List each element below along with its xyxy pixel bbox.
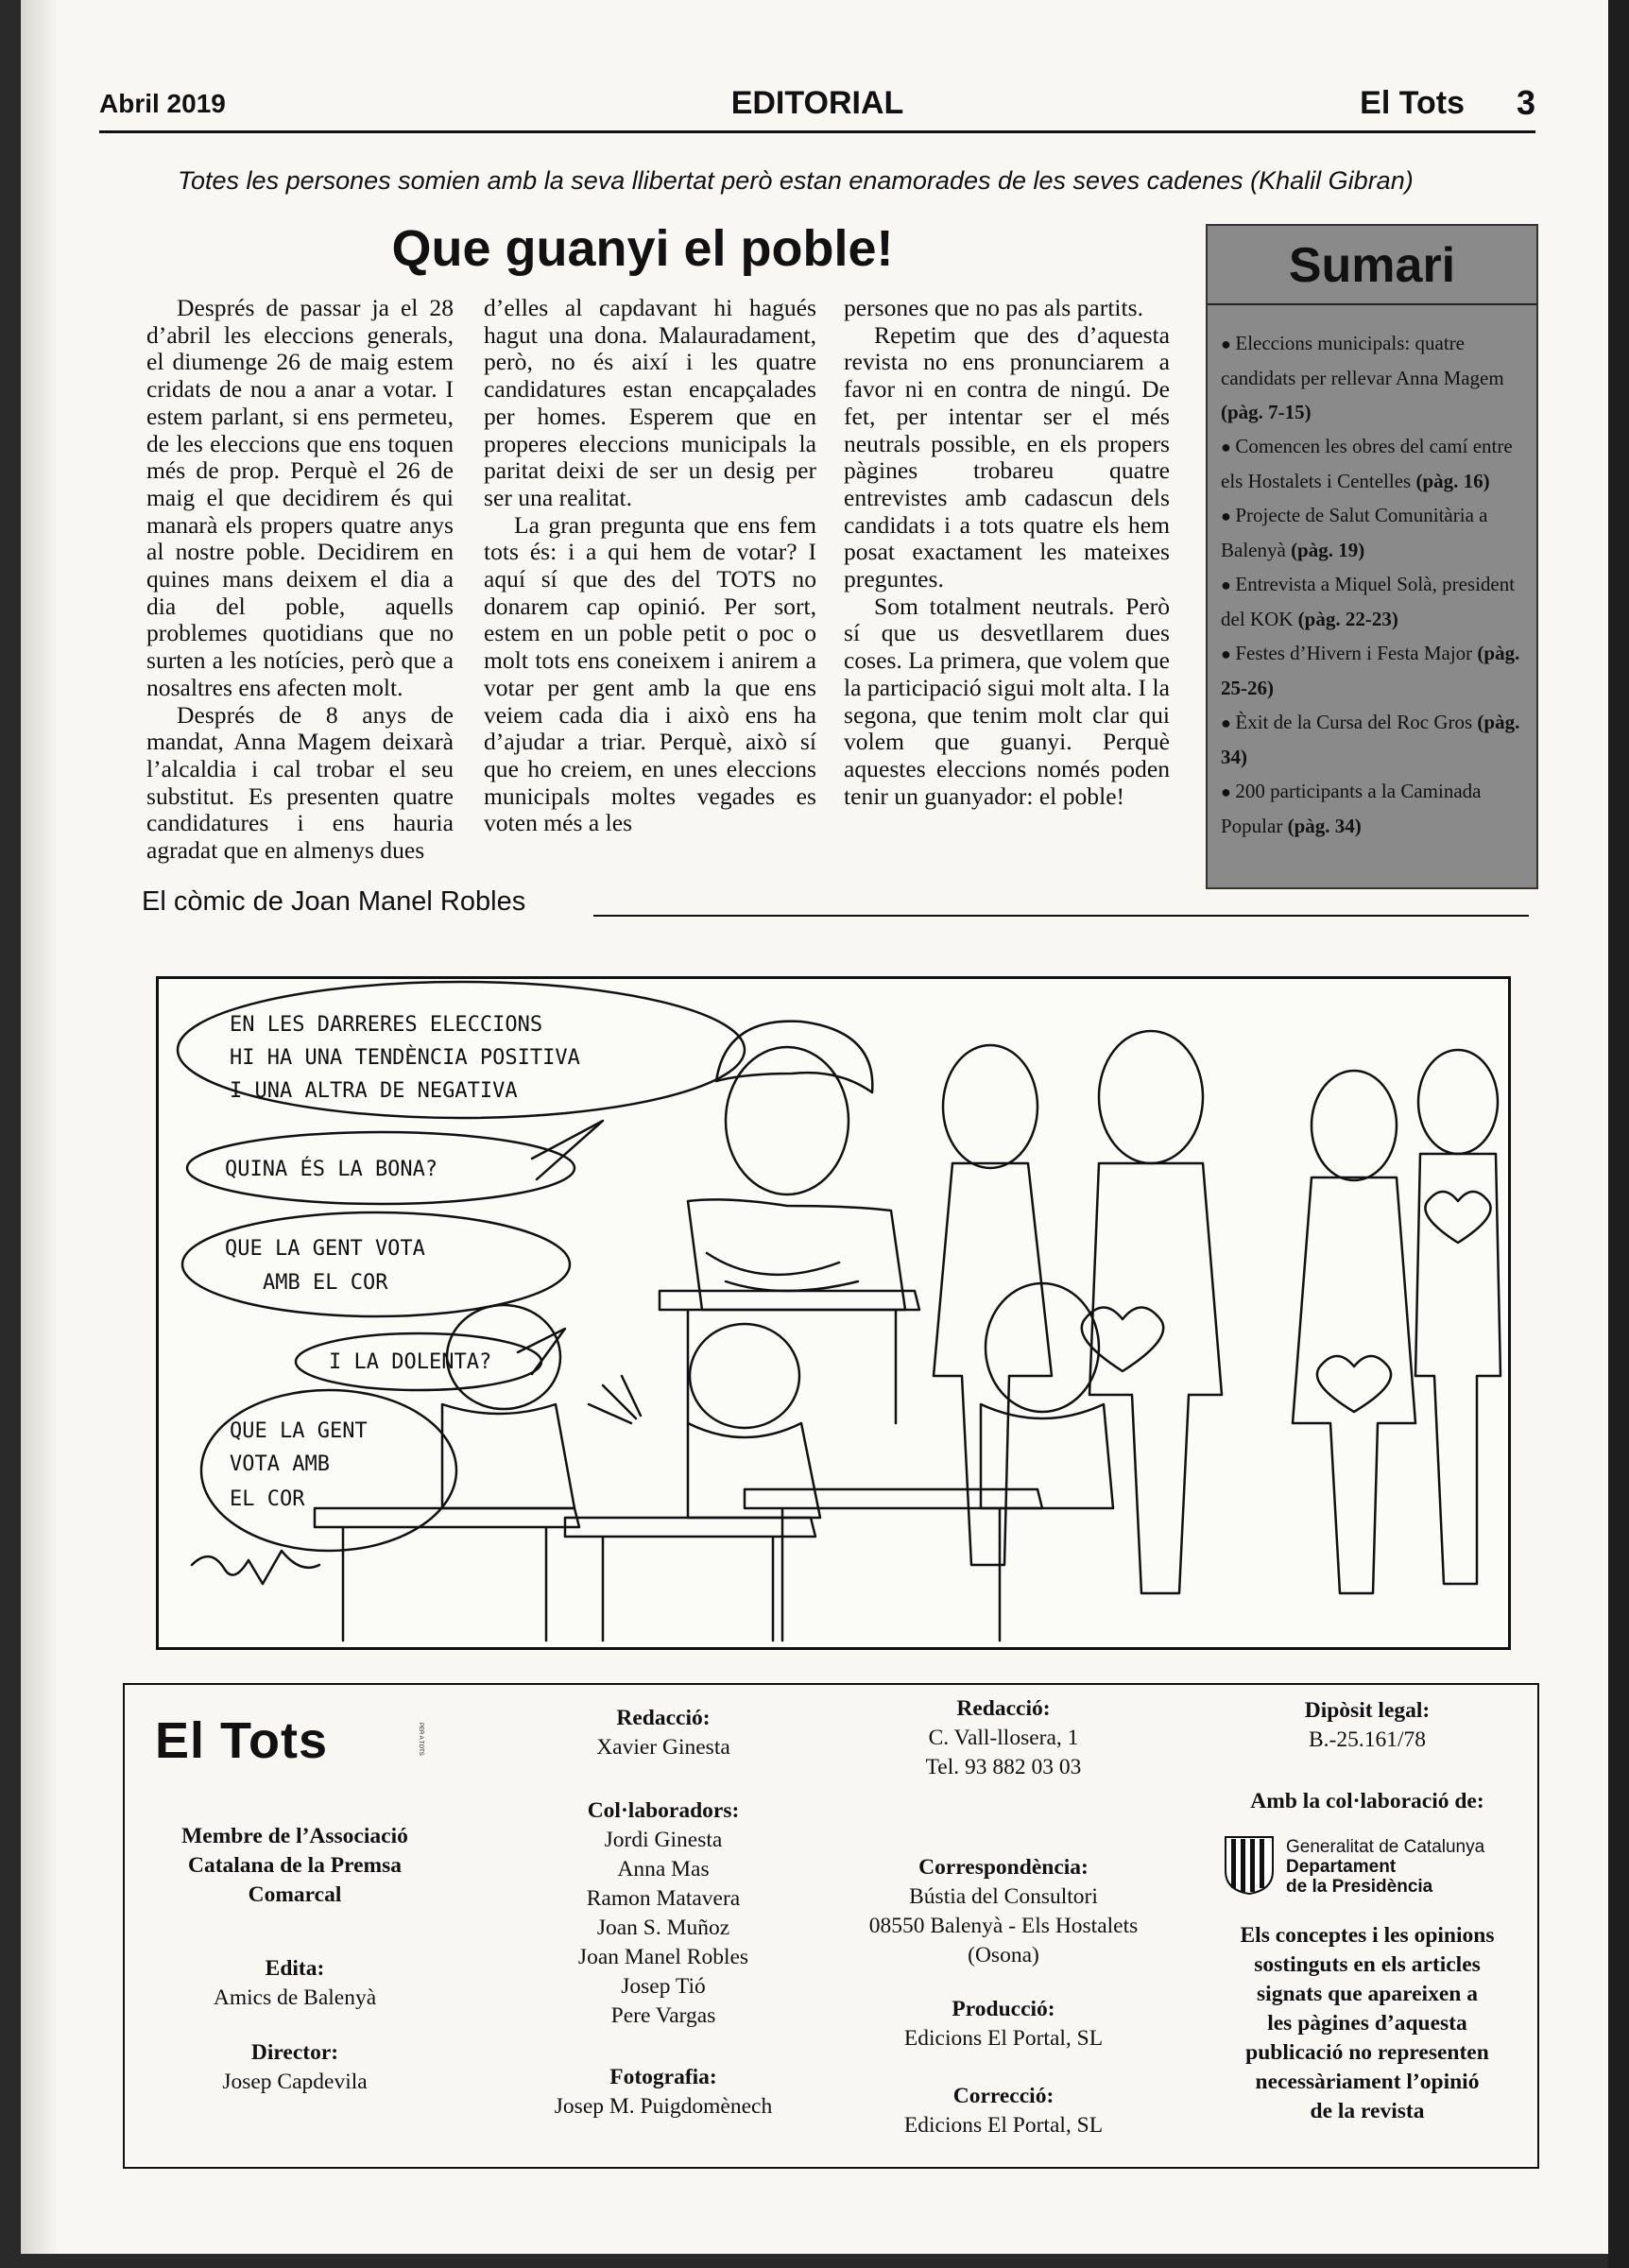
article-column-2 [484, 295, 816, 837]
proofreading-block: Correcció: Edicions El Portal, SL [903, 2084, 1104, 2138]
catalonia-shield-icon [1224, 1835, 1275, 1896]
student-desk [315, 1508, 579, 1641]
bubble-text: I LA DOLENTA? [329, 1350, 492, 1374]
editorial-staff-block: Redacció: Xavier Ginesta [596, 1706, 730, 1760]
heart-icon [1425, 1192, 1490, 1243]
production-block: Producció: Edicions El Portal, SL [903, 1997, 1104, 2051]
article-column-1 [146, 295, 454, 865]
caption-rule [593, 915, 1529, 917]
disclaimer-block: Els conceptes i les opinions sostinguts en els articles signats que apareixen a les pàgines d’aquesta publicació no representen necessàriament l’opinió de la revista [1240, 1923, 1495, 2123]
epigraph-quote: Totes les persones somien amb la seva llibertat però estan enamorades de les seves cadenes (Khalil Gibran) [178, 166, 1414, 195]
bubble-text: AMB EL COR [263, 1271, 388, 1295]
candidate-head [1418, 1050, 1498, 1154]
director-block: Director: Josep Capdevila [222, 2040, 368, 2094]
student-body [442, 1404, 574, 1508]
speech-bubble-tail [518, 1329, 565, 1374]
summary-list [1221, 326, 1525, 843]
bubble-text: EN LES DARRERES ELECCIONS [230, 1013, 543, 1037]
heart-icon [1317, 1356, 1391, 1412]
teacher-body [688, 1199, 905, 1310]
paragraph: Després de passar ja el 28 d’abril les eleccions generals, el diumenge 26 de maig estem cridats de nou a anar a votar. I estem parlant, si ens permeteu, de les eleccions que ens toquen més de prop. Perquè el 26 de maig el que decidirem és qui manarà els propers quatre anys al nostre poble. Decidirem en quines mans deixem el dia a dia del poble, aquells problemes quotidians que no surten a les notícies, però que a nosaltres ens afecten molt. [146, 294, 454, 701]
paragraph: d’elles al capdavant hi hagués hagut una dona. Malauradament, però, no és així i les quatre candidatures estan encapçalades per homes. Esperem que en properes eleccions municipals la paritat deixi de ser un desig per ser una realitat. [484, 294, 816, 511]
legal-deposit-block: Dipòsit legal: B.-25.161/78 [1304, 1698, 1431, 1752]
student-body [981, 1404, 1113, 1508]
publisher-block: Edita: Amics de Balenyà [213, 1956, 377, 2010]
paragraph: Som totalment neutrals. Però sí que us desvetllarem dues coses. La primera, que volem que la participació sigui molt alta. I la segona, que tenim molt clar qui volem que guanyi. Perquè aquestes eleccions només poden tenir un guanyador: el poble! [844, 592, 1170, 810]
candidate-body [934, 1163, 1052, 1565]
summary-page-ref: (pàg. 7-15) [1221, 401, 1312, 423]
summary-item[interactable]: ● Entrevista a Miquel Solà, president del KOK (pàg. 22-23) [1221, 573, 1516, 630]
bullet-icon: ● [1221, 438, 1236, 456]
bullet-icon: ● [1221, 576, 1236, 594]
bullet-icon: ● [1221, 335, 1236, 353]
summary-page-ref: (pàg. 34) [1221, 711, 1520, 768]
summary-title: Sumari [1288, 238, 1456, 293]
student-head [690, 1324, 799, 1428]
bubble-text: QUINA ÉS LA BONA? [225, 1158, 438, 1181]
bubble-text: QUE LA GENT VOTA [225, 1237, 425, 1261]
student-body [688, 1423, 820, 1518]
page-header [99, 81, 1535, 133]
candidate-head [1312, 1071, 1397, 1180]
artist-signature [192, 1551, 319, 1584]
student-desk [565, 1518, 815, 1641]
teacher-arms [707, 1253, 858, 1291]
comic-caption: El còmic de Joan Manel Robles [142, 886, 526, 917]
masthead-box [123, 1683, 1539, 2169]
speech-bubble [182, 1212, 570, 1316]
candidate-body [1293, 1177, 1415, 1593]
page-number: 3 [1516, 83, 1535, 122]
student-hand [589, 1376, 641, 1423]
summary-page-ref: (pàg. 16) [1415, 470, 1490, 492]
publication-logo: El Tots [155, 1712, 329, 1769]
summary-item[interactable]: ● Projecte de Salut Comunitària a Balenyà (pàg. 19) [1221, 504, 1488, 561]
page-edge [1608, 0, 1629, 2268]
bullet-icon: ● [1221, 782, 1236, 801]
article-headline: Que guanyi el poble! [391, 220, 894, 277]
candidate-body [1089, 1163, 1222, 1593]
bullet-icon: ● [1221, 713, 1236, 732]
student-head [986, 1283, 1099, 1412]
paragraph: Després de 8 anys de mandat, Anna Magem deixarà l’alcaldia i cal trobar el seu substitut. Es presenten quatre candidatures i ens hauria agradat que en almenys dues [146, 700, 454, 865]
bubble-text: EL COR [230, 1487, 305, 1511]
summary-box [1206, 224, 1538, 889]
summary-item[interactable]: ● Eleccions municipals: quatre candidats per rellevar Anna Magem (pàg. 7-15) [1221, 332, 1504, 423]
bullet-icon: ● [1221, 644, 1236, 663]
paragraph: Repetim que des d’aquesta revista no ens pronunciarem a favor ni en contra de ningú. De fet, per intentar ser el més neutrals possible, en els propers pàgines trobareu quatre entrevistes amb cadascun dels candidats i a tots quatre els hem posat exactament les mateixes preguntes. [844, 320, 1170, 593]
teacher-cap [716, 1022, 872, 1092]
summary-item[interactable]: ● Festes d’Hivern i Festa Major (pàg. 25-26) [1221, 642, 1520, 699]
speech-bubble-tail [532, 1121, 603, 1179]
publication-name: El Tots [1360, 85, 1465, 121]
bubble-text: HI HA UNA TENDÈNCIA POSITIVA [230, 1046, 580, 1070]
bubble-text: QUE LA GENT [230, 1419, 368, 1443]
summary-item[interactable]: ● Comencen les obres del camí entre els Hostalets i Centelles (pàg. 16) [1221, 435, 1513, 492]
bubble-text: I UNA ALTRA DE NEGATIVA [230, 1079, 518, 1103]
collaboration-label: Amb la col·laboració de: [1250, 1789, 1484, 1813]
membership-block: Membre de l’Associació Catalana de la Premsa Comarcal [181, 1824, 408, 1907]
candidate-head [943, 1045, 1037, 1168]
logo-tagline: PER A TOTS [418, 1723, 423, 1756]
generalitat-logo: Generalitat de Catalunya Departament de la Presidència [1224, 1830, 1526, 1905]
section-title: EDITORIAL [730, 85, 904, 121]
summary-item[interactable]: ● 200 participants a la Caminada Popular (pàg. 34) [1221, 780, 1482, 837]
summary-page-ref: (pàg. 22-23) [1297, 608, 1398, 630]
paragraph: La gran pregunta que ens fem tots és: i a qui hem de votar? I aquí sí que des del TOTS no donarem cap opinió. Per sort, estem en un poble petit o poc o molt tots ens coneixem i anirem a votar per gent amb la que ens veiem cada dia i això ens ha d’ajudar a triar. Perquè, això sí que ho creiem, en unes eleccions municipals moltes vegades es voten més a les [484, 510, 816, 837]
candidate-head [1099, 1031, 1203, 1163]
issue-date: Abril 2019 [99, 89, 226, 118]
heart-icon [1082, 1308, 1163, 1372]
bubble-text: VOTA AMB [230, 1452, 330, 1476]
summary-page-ref: (pàg. 19) [1291, 539, 1365, 561]
contributors-block: Col·laboradors: Jordi Ginesta Anna Mas Ramon Matavera Joan S. Muñoz Joan Manel Robles Josep Tió Pere Vargas [577, 1798, 749, 2028]
paragraph: persones que no pas als partits. [844, 294, 1144, 321]
comic-drawing [159, 979, 1508, 1647]
comic-strip [156, 976, 1511, 1650]
summary-item[interactable]: ● Èxit de la Cursa del Roc Gros (pàg. 34) [1221, 711, 1520, 768]
summary-divider [1208, 303, 1536, 305]
teacher-head [726, 1047, 849, 1194]
bullet-icon: ● [1221, 507, 1236, 525]
page-spine-shadow [21, 0, 59, 2254]
article-column-3 [844, 295, 1170, 810]
correspondence-block: Correspondència: Bústia del Consultori 08550 Balenyà - Els Hostalets (Osona) [868, 1855, 1139, 1967]
office-block: Redacció: C. Vall-llosera, 1 Tel. 93 882 03 03 [925, 1696, 1082, 1779]
summary-page-ref: (pàg. 34) [1287, 815, 1362, 837]
summary-page-ref: (pàg. 25-26) [1221, 642, 1520, 699]
photography-block: Fotografia: Josep M. Puigdomènech [554, 2065, 773, 2119]
